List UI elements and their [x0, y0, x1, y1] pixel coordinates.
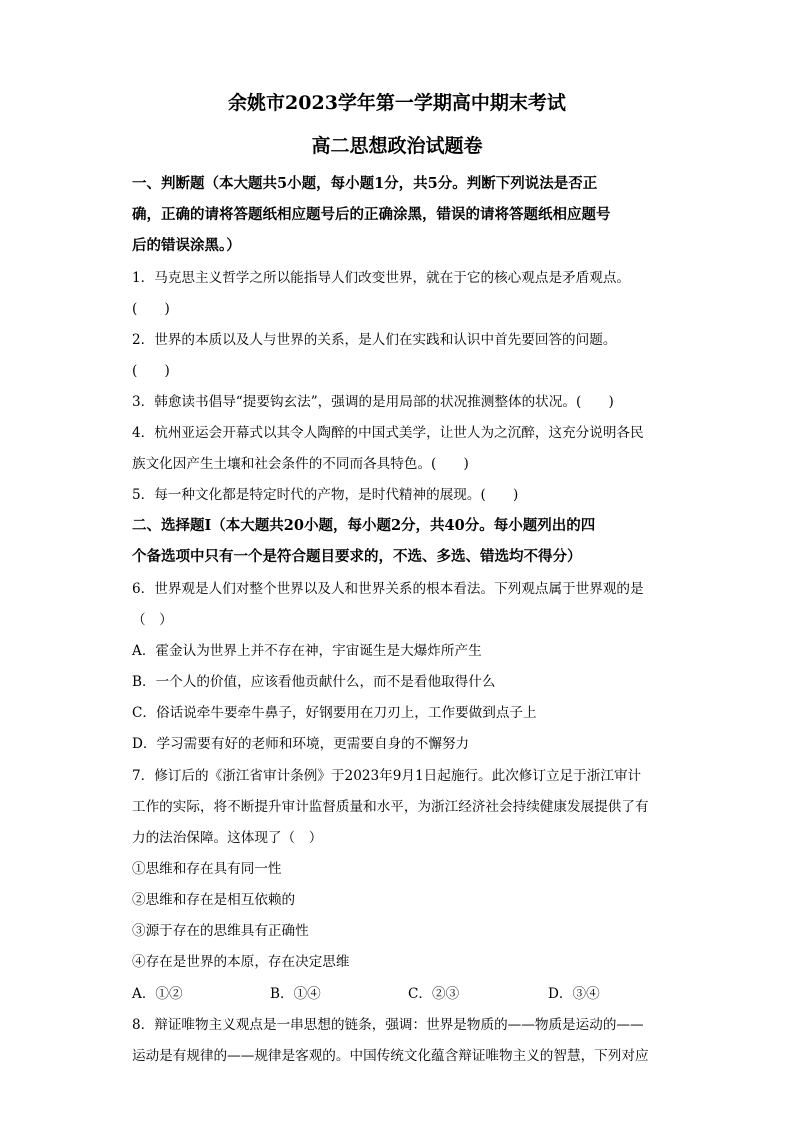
question-3: 3．韩愈读书倡导“提要钩玄法”，强调的是用局部的状况推测整体的状况。( ): [132, 394, 614, 410]
question-1: 1．马克思主义哲学之所以能指导人们改变世界，就在于它的核心观点是矛盾观点。: [132, 270, 631, 286]
question-6-option-d: D．学习需要有好的老师和环境，更需要自身的不懈努力: [132, 736, 470, 752]
section1-heading-line1: 一、判断题（本大题共5小题，每小题1分，共5分。判断下列说法是否正: [132, 175, 598, 192]
question-7-line3: 力的法治保障。这体现了（ ）: [132, 830, 323, 846]
question-7-option-c: C．②③: [408, 986, 460, 1002]
question-2: 2．世界的本质以及人与世界的关系，是人们在实践和认识中首先要回答的问题。: [132, 332, 617, 348]
question-7-statement-1: ①思维和存在具有同一性: [132, 861, 282, 877]
question-7-line1: 7．修订后的《浙江省审计条例》于2023年9月1日起施行。此次修订立足于浙江审计: [132, 768, 642, 784]
question-6-option-c: C．俗话说牵牛要牵牛鼻子，好钢要用在刀刃上，工作要做到点子上: [132, 705, 537, 721]
section1-heading-line2: 确，正确的请将答题纸相应题号后的正确涂黑，错误的请将答题纸相应题号: [132, 206, 611, 223]
question-7-option-d: D．③④: [548, 986, 600, 1002]
question-4-line1: 4．杭州亚运会开幕式以其令人陶醉的中国式美学，让世人为之沉醉，这充分说明各民: [132, 425, 644, 441]
question-5: 5．每一种文化都是特定时代的产物，是时代精神的展现。( ): [132, 487, 519, 503]
question-7-statement-3: ③源于存在的思维具有正确性: [132, 923, 309, 939]
question-1-blank: ( ): [132, 301, 170, 317]
question-6-option-b: B．一个人的价值，应该看他贡献什么，而不是看他取得什么: [132, 674, 496, 690]
section1-heading-line3: 后的错误涂黑。）: [132, 237, 241, 254]
question-6-line2: （ ）: [132, 612, 173, 628]
question-4-line2: 族文化因产生土壤和社会条件的不同而各具特色。( ): [132, 456, 469, 472]
question-7-line2: 工作的实际，将不断提升审计监督质量和水平，为浙江经济社会持续健康发展提供了有: [132, 799, 649, 815]
question-2-blank: ( ): [132, 363, 170, 379]
question-7-statement-2: ②思维和存在是相互依赖的: [132, 892, 296, 908]
question-8-line2: 运动是有规律的——规律是客观的。中国传统文化蕴含辩证唯物主义的智慧，下列对应: [132, 1048, 649, 1064]
question-6-option-a: A．霍金认为世界上并不存在神，宇宙诞生是大爆炸所产生: [132, 643, 482, 659]
exam-subtitle: 高二思想政治试题卷: [311, 135, 483, 157]
question-7-option-b: B．①④: [270, 986, 321, 1002]
question-7-statement-4: ④存在是世界的本原，存在决定思维: [132, 954, 350, 970]
question-7-option-a: A．①②: [132, 986, 183, 1002]
exam-title: 余姚市2023学年第一学期高中期末考试: [228, 92, 566, 114]
question-6-line1: 6．世界观是人们对整个世界以及人和世界关系的根本看法。下列观点属于世界观的是: [132, 581, 644, 597]
section2-heading-line2: 个备选项中只有一个是符合题目要求的，不选、多选、错选均不得分）: [132, 548, 582, 565]
section2-heading-line1: 二、选择题Ⅰ（本大题共20小题，每小题2分，共40分。每小题列出的四: [132, 517, 596, 534]
question-8-line1: 8．辩证唯物主义观点是一串思想的链条，强调：世界是物质的——物质是运动的——: [132, 1017, 644, 1033]
